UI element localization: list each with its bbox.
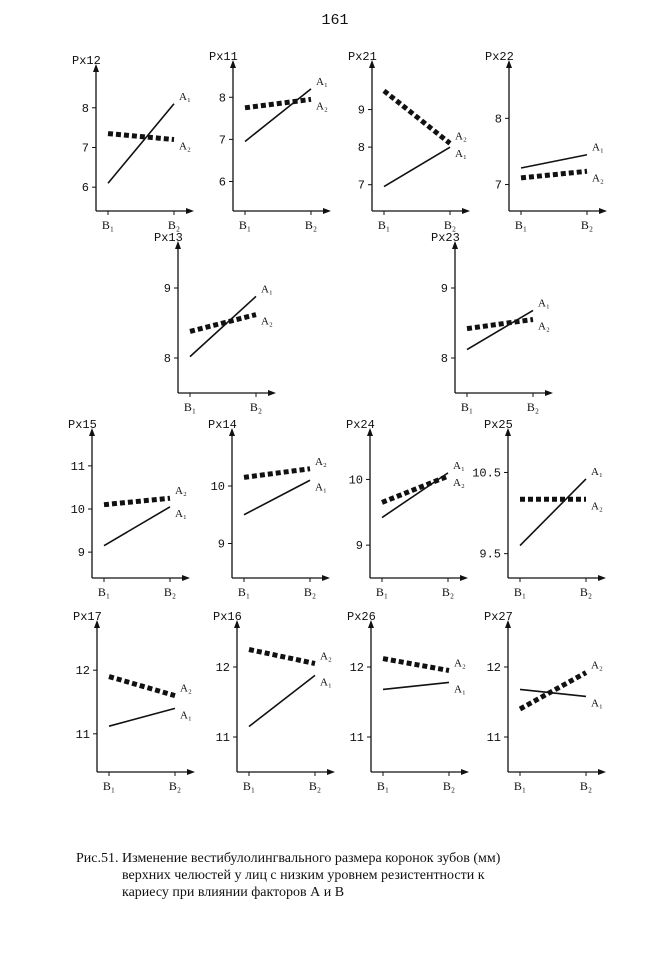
series-a2-line [104,498,170,504]
series-a1-label: A₁ [320,676,332,689]
chart-title: Px22 [485,50,514,64]
x-tick-label: B₁ [238,218,252,232]
x-tick-label: B₁ [377,218,391,232]
chart-title: Px26 [347,610,376,624]
chart-px26 [347,610,469,793]
y-tick-label: 10 [210,480,225,494]
series-a1-line [245,89,311,142]
x-axis-arrow [461,769,469,775]
y-tick-label: 11 [215,731,230,745]
series-a2-line [382,476,448,502]
caption-line-1: Изменение вестибулолингвального размера коронок зубов (мм) [122,851,501,866]
x-axis-arrow [460,575,468,581]
x-tick-label: B₂ [304,218,318,232]
series-a2-label: A₂ [591,500,603,513]
x-tick-label: B₁ [514,218,528,232]
chart-title: Px11 [209,50,238,64]
series-a2-label: A₂ [455,130,467,143]
chart-px24 [346,418,468,599]
series-a1-label: A₁ [592,141,604,154]
y-tick-label: 11 [349,731,364,745]
chart-title: Px16 [213,610,242,624]
series-a2-line [108,134,174,140]
chart-px21 [348,50,470,232]
x-tick-label: B₂ [580,218,594,232]
x-tick-label: B₂ [526,400,540,414]
x-axis-arrow [545,390,553,396]
x-tick-label: B₂ [308,779,322,793]
y-tick-label: 8 [440,352,448,366]
x-tick-label: B₂ [441,585,455,599]
series-a1-label: A₁ [316,75,328,88]
series-a1-line [244,480,310,515]
x-tick-label: B₁ [513,585,527,599]
y-tick-label: 9.5 [479,547,501,562]
y-tick-label: 12 [215,661,230,675]
series-a2-line [109,677,175,696]
series-a1-label: A₁ [180,709,192,722]
series-a1-label: A₁ [179,90,191,103]
chart-title: Px14 [208,418,237,432]
x-axis-arrow [462,208,470,214]
series-a2-line [244,469,310,478]
series-a2-label: A₂ [315,455,327,468]
x-axis-arrow [598,769,606,775]
y-tick-label: 11 [486,731,501,745]
y-tick-label: 9 [440,282,448,296]
figure-caption [76,850,636,901]
page-number: 161 [321,12,349,29]
series-a2-label: A₂ [592,172,604,185]
chart-px27 [484,610,606,793]
x-axis-arrow [187,769,195,775]
chart-title: Px27 [484,610,513,624]
caption-label: Рис.51. [76,851,119,866]
series-a1-line [249,675,315,726]
x-tick-label: B₂ [443,218,457,232]
y-tick-label: 9 [163,282,171,296]
series-a2-label: A₂ [179,140,191,153]
x-tick-label: B₂ [303,585,317,599]
y-tick-label: 6 [81,181,89,196]
series-a1-label: A₁ [591,465,603,478]
y-tick-label: 8 [357,141,365,156]
series-a1-line [467,310,533,349]
y-tick-label: 9 [355,539,363,554]
chart-title: Px17 [73,610,102,624]
chart-px15 [68,418,190,599]
x-tick-label: B₂ [579,779,593,793]
y-tick-label: 9 [77,546,85,561]
chart-px14 [208,418,330,599]
chart-px22 [485,50,607,232]
series-a2-line [249,650,315,664]
chart-title: Px13 [154,231,183,245]
series-a1-line [109,708,175,726]
series-a2-label: A₂ [175,485,187,498]
series-a2-label: A₂ [316,100,328,113]
series-a1-label: A₁ [261,283,273,296]
x-tick-label: B₁ [237,585,251,599]
y-tick-label: 11 [70,459,85,474]
series-a1-line [521,155,587,168]
x-tick-label: B₂ [249,400,263,414]
x-axis-arrow [322,575,330,581]
x-tick-label: B₂ [168,779,182,793]
x-axis-arrow [182,575,190,581]
x-tick-label: B₁ [102,779,116,793]
chart-px11 [209,50,331,232]
caption-line-2: верхних челюстей у лиц с низким уровнем резистентности к [122,868,485,883]
y-tick-label: 12 [486,661,501,675]
x-axis-arrow [268,390,276,396]
chart-title: Px23 [431,231,460,245]
series-a2-label: A₂ [538,320,550,333]
series-a2-label: A₂ [261,315,273,328]
series-a2-label: A₂ [180,682,192,695]
y-tick-label: 12 [349,661,364,675]
series-a1-label: A₁ [175,507,187,520]
series-a1-label: A₁ [455,148,467,161]
x-tick-label: B₂ [442,779,456,793]
y-tick-label: 7 [357,178,365,193]
series-a2-line [384,91,450,144]
y-tick-label: 10 [348,473,363,488]
x-tick-label: B₁ [375,585,389,599]
x-tick-label: B₂ [163,585,177,599]
series-a2-line [190,315,256,332]
series-a2-line [521,171,587,178]
x-tick-label: B₁ [101,218,115,232]
y-tick-label: 8 [81,101,89,116]
chart-title: Px15 [68,418,97,432]
x-tick-label: B₁ [460,400,474,414]
x-tick-label: B₁ [242,779,256,793]
y-tick-label: 6 [218,175,226,190]
series-a2-label: A₂ [320,650,332,663]
chart-px12 [72,54,194,232]
x-axis-arrow [598,575,606,581]
x-tick-label: B₁ [183,400,197,414]
y-tick-label: 8 [163,352,171,366]
chart-px17 [73,610,195,793]
chart-px16 [213,610,335,793]
series-a1-line [383,682,449,689]
chart-px23 [431,231,553,414]
x-axis-arrow [599,208,607,214]
series-a1-line [108,104,174,183]
x-tick-label: B₁ [376,779,390,793]
x-axis-arrow [323,208,331,214]
series-a1-line [520,479,586,546]
series-a2-line [245,99,311,107]
chart-title: Px25 [484,418,513,432]
chart-px25 [472,418,606,599]
series-a2-label: A₂ [591,659,603,672]
y-tick-label: 12 [75,664,90,679]
y-tick-label: 7 [81,141,89,156]
y-tick-label: 9 [357,103,365,118]
series-a2-label: A₂ [453,477,465,490]
chart-title: Px21 [348,50,377,64]
caption-line-3: кариесу при влиянии факторов А и В [122,885,345,900]
x-tick-label: B₁ [513,779,527,793]
series-a2-label: A₂ [454,657,466,670]
chart-title: Px24 [346,418,375,432]
y-tick-label: 8 [494,112,502,127]
series-a1-label: A₁ [453,459,465,472]
series-a1-label: A₁ [315,481,327,494]
series-a1-line [384,147,450,186]
y-tick-label: 10.5 [472,466,501,481]
series-a1-line [104,507,170,546]
y-tick-label: 11 [75,727,90,742]
series-a1-label: A₁ [454,683,466,696]
y-tick-label: 8 [218,91,226,106]
chart-px13 [154,231,276,414]
y-tick-label: 9 [217,537,225,552]
x-axis-arrow [327,769,335,775]
x-axis-arrow [186,208,194,214]
series-a1-label: A₁ [538,297,550,310]
x-tick-label: B₂ [167,218,181,232]
y-tick-label: 7 [218,133,226,148]
x-tick-label: B₁ [97,585,111,599]
series-a2-line [383,659,449,671]
series-a1-label: A₁ [591,697,603,710]
y-tick-label: 7 [494,178,502,193]
x-tick-label: B₂ [579,585,593,599]
y-tick-label: 10 [70,503,85,517]
chart-title: Px12 [72,54,101,68]
series-a2-line [467,320,533,329]
